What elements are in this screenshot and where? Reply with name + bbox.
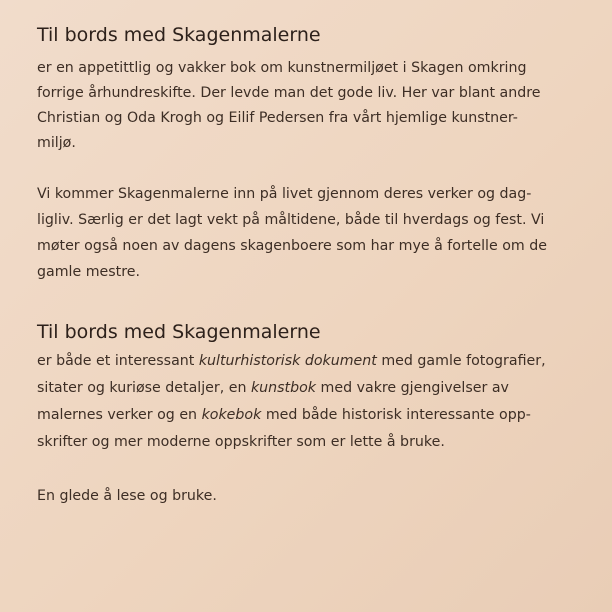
- paragraph2-line-3: møter også noen av dagens skagenboere som har mye å fortelle om de: [37, 238, 547, 254]
- paragraph2-line-2: ligliv. Særlig er det lagt vekt på måltidene, både til hverdags og fest. Vi: [37, 212, 545, 228]
- closing-line: En glede å lese og bruke.: [37, 488, 217, 504]
- paragraph1-line-1: er en appetittlig og vakker bok om kunstnermiljøet i Skagen omkring: [37, 60, 527, 76]
- emphasis-kulturhistorisk: kulturhistorisk dokument: [198, 353, 377, 369]
- paragraph3-line-1: er både et interessant kulturhistorisk dokument med gamle fotografier,: [37, 353, 546, 369]
- emphasis-kunstbok: kunstbok: [250, 380, 317, 396]
- paragraph3-line-4: skrifter og mer moderne oppskrifter som er lette å bruke.: [37, 434, 445, 450]
- paragraph1-line-4: miljø.: [37, 135, 76, 151]
- paragraph3-line-2: sitater og kuriøse detaljer, en kunstbok med vakre gjengivelser av: [37, 380, 509, 396]
- paragraph3-line-3: malernes verker og en kokebok med både historisk interessante opp-: [37, 407, 531, 423]
- section2-title: Til bords med Skagenmalerne: [37, 321, 321, 343]
- emphasis-kokebok: kokebok: [201, 407, 262, 423]
- paragraph2-line-4: gamle mestre.: [37, 264, 140, 280]
- paragraph1-line-2: forrige århundreskifte. Der levde man det gode liv. Her var blant andre: [37, 85, 541, 101]
- paragraph2-line-1: Vi kommer Skagenmalerne inn på livet gjennom deres verker og dag-: [37, 186, 532, 202]
- section1-title: Til bords med Skagenmalerne: [37, 24, 321, 46]
- paragraph1-line-3: Christian og Oda Krogh og Eilif Pedersen fra vårt hjemlige kunstner-: [37, 110, 518, 126]
